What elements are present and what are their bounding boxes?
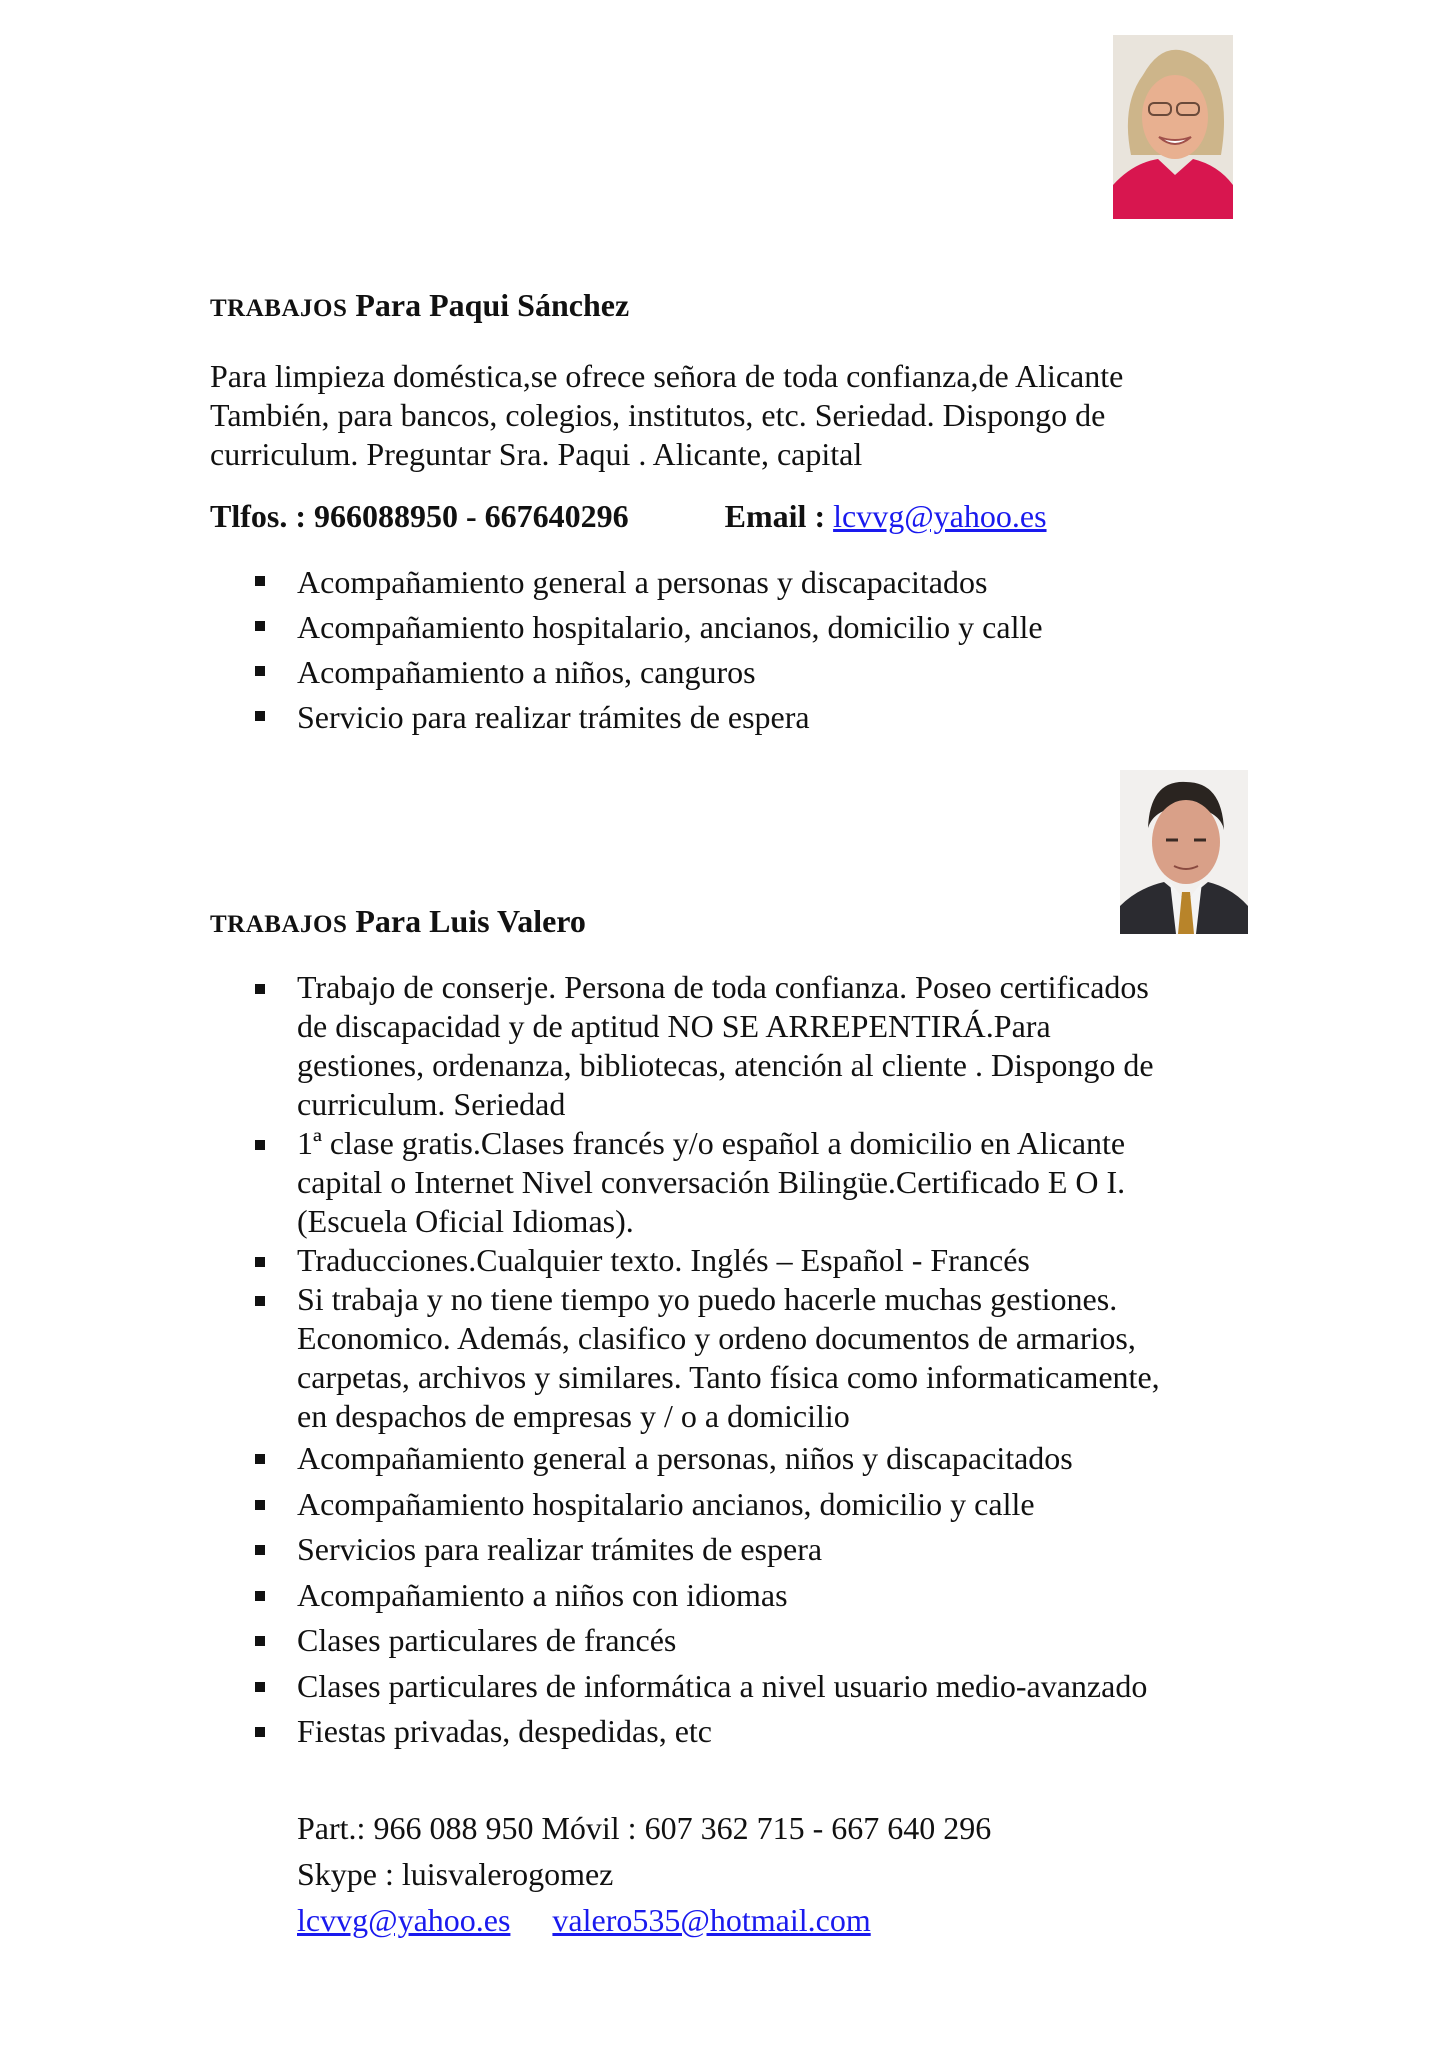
email-link-yahoo[interactable]: lcvvg@yahoo.es: [297, 1902, 511, 1938]
section1-intro: [210, 357, 1310, 474]
list-item-line: 1ª clase gratis.Clases francés y/o español a domicilio en Alicante: [297, 1125, 1126, 1161]
section2-heading-prefix: TRABAJOS: [210, 911, 348, 938]
contact-emails: [297, 1897, 991, 1943]
contact-skype: Skype : luisvalerogomez: [297, 1856, 614, 1892]
section1-heading: [210, 287, 629, 324]
list-item: [255, 1241, 1160, 1280]
phones-label: Tlfos. : 966088950 - 667640296: [210, 498, 629, 534]
list-item-line: Clases particulares de informática a nivel usuario medio-avanzado: [297, 1667, 1148, 1704]
section1-contact-line: [210, 498, 1047, 535]
list-item: [255, 1280, 1160, 1436]
contact-phones: Part.: 966 088 950 Móvil : 607 362 715 - 667 640 296: [297, 1810, 992, 1846]
section2-heading-name: Para Luis Valero: [355, 903, 586, 939]
intro-line: También, para bancos, colegios, institutos, etc. Seriedad. Dispongo de: [210, 397, 1106, 433]
list-item-line: capital o Internet Nivel conversación Bilingüe.Certificado E O I.: [297, 1164, 1126, 1200]
list-item-line: de discapacidad y de aptitud NO SE ARREPENTIRÁ.Para: [297, 1008, 1051, 1044]
list-item-line: Acompañamiento hospitalario ancianos, domicilio y calle: [297, 1485, 1035, 1522]
list-item: Acompañamiento general a personas y discapacitados: [255, 560, 1043, 605]
section1-heading-prefix: TRABAJOS: [210, 295, 348, 322]
list-item-line: carpetas, archivos y similares. Tanto física como informaticamente,: [297, 1359, 1160, 1395]
man-portrait-photo: [1120, 770, 1248, 934]
list-item: Acompañamiento a niños, canguros: [255, 650, 1043, 695]
section2-heading: [210, 903, 586, 940]
list-item-line: curriculum. Seriedad: [297, 1086, 566, 1122]
list-item-line: Acompañamiento a niños con idiomas: [297, 1576, 788, 1613]
section1-service-list: [255, 560, 1043, 740]
section2-contact-block: [297, 1805, 991, 1943]
list-item-line: Fiestas privadas, despedidas, etc: [297, 1713, 712, 1749]
email-link-hotmail[interactable]: valero535@hotmail.com: [552, 1902, 871, 1938]
list-item-line: Servicios para realizar trámites de espera: [297, 1531, 823, 1567]
list-item: [255, 1709, 1160, 1755]
woman-portrait-photo: [1113, 35, 1233, 219]
list-item: [255, 1618, 1160, 1664]
list-item-line: Clases particulares de francés: [297, 1622, 677, 1658]
list-item-line: Traducciones.Cualquier texto. Inglés – Español - Francés: [297, 1242, 1030, 1278]
email-label: Email :: [724, 498, 826, 534]
list-item: [255, 968, 1160, 1124]
intro-line: curriculum. Preguntar Sra. Paqui . Alicante, capital: [210, 436, 863, 472]
list-item: [255, 1573, 1160, 1619]
list-item-line: Trabajo de conserje. Persona de toda confianza. Poseo certificados: [297, 969, 1149, 1005]
email-link[interactable]: lcvvg@yahoo.es: [833, 498, 1047, 534]
section1-heading-name: Para Paqui Sánchez: [355, 287, 630, 323]
list-item-line: en despachos de empresas y / o a domicilio: [297, 1398, 850, 1434]
list-item-line: Si trabaja y no tiene tiempo yo puedo hacerle muchas gestiones.: [297, 1281, 1118, 1317]
list-item-line: Acompañamiento general a personas, niños y discapacitados: [297, 1440, 1073, 1476]
list-item: [255, 1664, 1160, 1710]
intro-line: Para limpieza doméstica,se ofrece señora de toda confianza,de Alicante: [210, 358, 1124, 394]
list-item: [255, 1482, 1160, 1528]
list-item-line: Economico. Además, clasifico y ordeno documentos de armarios,: [297, 1320, 1136, 1356]
list-item: Acompañamiento hospitalario, ancianos, domicilio y calle: [255, 605, 1043, 650]
list-item: Servicio para realizar trámites de espera: [255, 695, 1043, 740]
list-item: [255, 1436, 1160, 1482]
list-item-line: (Escuela Oficial Idiomas).: [297, 1203, 634, 1239]
section2-service-list: [255, 968, 1160, 1755]
list-item: [255, 1527, 1160, 1573]
list-item: [255, 1124, 1160, 1241]
list-item-line: gestiones, ordenanza, bibliotecas, atención al cliente . Dispongo de: [297, 1047, 1154, 1083]
